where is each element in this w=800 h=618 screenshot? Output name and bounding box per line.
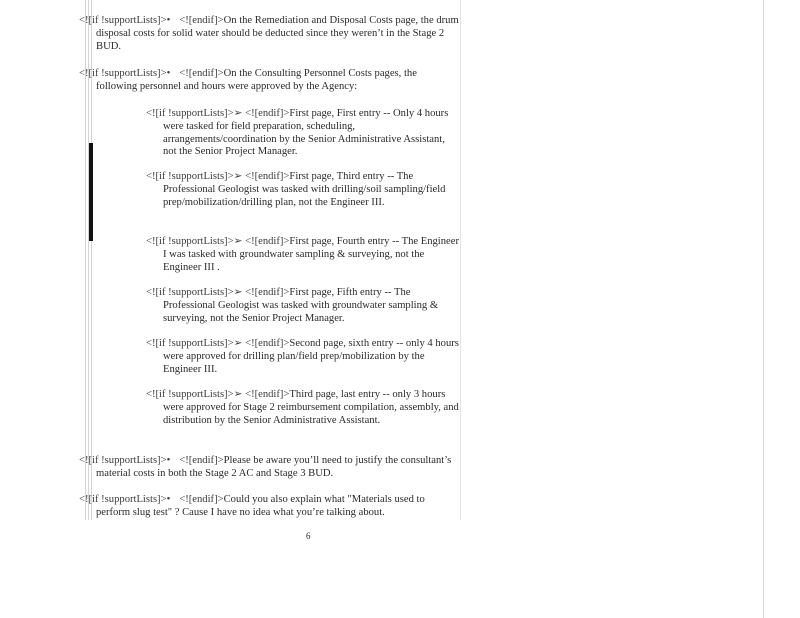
paragraph-text: Please be aware you’ll need to justify the consultant’s material costs in both the Stage 2 AC and Stage 3 BUD. xyxy=(96,455,452,479)
endif-marker: <![endif]> xyxy=(179,15,224,26)
sub-item-text: First page, First entry -- Only 4 hours were tasked for field preparation, scheduling, arrangements/coordination by the Senior Administrative Assistant, not the Senior Project Manager. xyxy=(163,108,449,158)
list-marker: <![if !supportLists]>• xyxy=(79,455,171,466)
paragraph-material-costs xyxy=(79,455,460,481)
endif-marker: <![endif]> xyxy=(245,108,290,119)
endif-marker: <![endif]> xyxy=(179,68,224,79)
endif-marker: <![endif]> xyxy=(245,287,290,298)
sub-item-text: Second page, sixth entry -- only 4 hours were approved for drilling plan/field prep/mobilization by the Engineer III. xyxy=(163,338,459,375)
paragraph-slug-test xyxy=(79,494,460,520)
page-number: 6 xyxy=(306,531,311,541)
endif-marker: <![endif]> xyxy=(245,389,290,400)
paragraph-text: Could you also explain what "Materials used to perform slug test" ? Cause I have no idea what you’re talking about. xyxy=(96,494,425,518)
sub-item-first-entry xyxy=(146,108,459,159)
paragraph-remediation xyxy=(79,15,460,53)
sub-item-sixth-entry xyxy=(146,338,459,376)
sub-item-text: First page, Third entry -- The Professional Geologist was tasked with drilling/soil sampling/field prep/mobilization/drilling plan, not the Engineer III. xyxy=(163,171,446,208)
sub-item-third-entry xyxy=(146,171,459,209)
scan-line xyxy=(460,0,461,520)
list-marker: <![if !supportLists]>➢ xyxy=(146,389,243,400)
scan-line xyxy=(763,0,764,618)
sub-item-text: First page, Fifth entry -- The Professional Geologist was tasked with groundwater sampling & surveying, not the Senior Project Manager. xyxy=(163,287,439,324)
list-marker: <![if !supportLists]>➢ xyxy=(146,108,243,119)
list-marker: <![if !supportLists]>➢ xyxy=(146,338,243,349)
endif-marker: <![endif]> xyxy=(179,455,224,466)
endif-marker: <![endif]> xyxy=(245,171,290,182)
sub-item-text: Third page, last entry -- only 3 hours were approved for Stage 2 reimbursement compilation, assembly, and distribution by the Senior Administrative Assistant. xyxy=(163,389,459,426)
revision-bar xyxy=(89,143,93,241)
list-marker: <![if !supportLists]>• xyxy=(79,494,171,505)
list-marker: <![if !supportLists]>➢ xyxy=(146,236,243,247)
endif-marker: <![endif]> xyxy=(245,236,290,247)
list-marker: <![if !supportLists]>• xyxy=(79,68,171,79)
paragraph-text: On the Remediation and Disposal Costs page, the drum disposal costs for solid water should be deducted since they weren’t in the Stage 2 BUD. xyxy=(96,15,459,52)
sub-item-fifth-entry xyxy=(146,287,459,325)
endif-marker: <![endif]> xyxy=(245,338,290,349)
sub-item-last-entry xyxy=(146,389,459,427)
sub-item-text: First page, Fourth entry -- The Engineer I was tasked with groundwater sampling & surveying, not the Engineer III . xyxy=(163,236,459,273)
list-marker: <![if !supportLists]>➢ xyxy=(146,287,243,298)
paragraph-consulting xyxy=(79,68,460,94)
sub-item-fourth-entry xyxy=(146,236,459,274)
list-marker: <![if !supportLists]>➢ xyxy=(146,171,243,182)
paragraph-text: On the Consulting Personnel Costs pages, the following personnel and hours were approved by the Agency: xyxy=(96,68,417,92)
list-marker: <![if !supportLists]>• xyxy=(79,15,171,26)
endif-marker: <![endif]> xyxy=(179,494,224,505)
